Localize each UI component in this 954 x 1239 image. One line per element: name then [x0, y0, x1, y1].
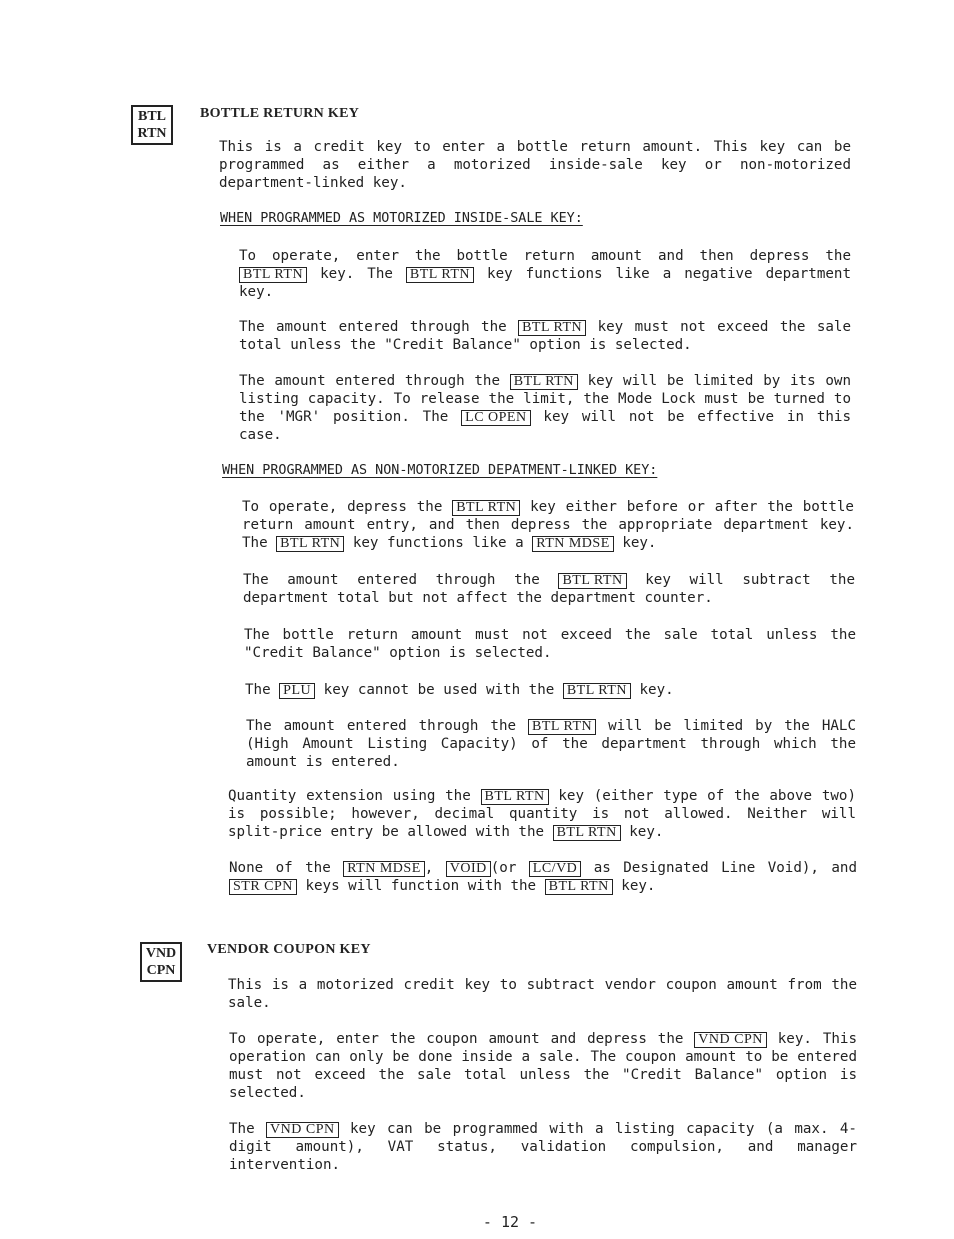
non-motorized-para-5 — [246, 717, 856, 771]
motorized-para-3 — [239, 372, 851, 444]
text: To operate, enter the bottle return amount and then depress the — [239, 248, 851, 264]
text: key. — [629, 824, 664, 840]
btl-rtn-key-ref: BTL RTN — [563, 683, 631, 699]
non-motorized-subheading: WHEN PROGRAMMED AS NON-MOTORIZED DEPATMENT-LINKED KEY: — [222, 463, 658, 478]
void-key-ref: VOID — [446, 861, 491, 877]
text: key must not exceed the sale total unless the "Credit Balance" option is selected. — [239, 319, 852, 353]
rtn-mdse-key-ref: RTN MDSE — [343, 861, 425, 877]
plu-key-ref: PLU — [279, 683, 315, 699]
text: key will subtract the department total but not affect the department counter. — [243, 572, 856, 606]
vnd-intro-paragraph: This is a motorized credit key to subtract vendor coupon amount from the sale. — [228, 977, 857, 1011]
btl-rtn-key-ref: BTL RTN — [276, 536, 344, 552]
btl-rtn-key-ref: BTL RTN — [452, 500, 520, 516]
non-functioning-keys-para — [229, 859, 857, 895]
btl-rtn-key-ref: BTL RTN — [510, 374, 578, 390]
text: None of the — [229, 860, 331, 876]
text: key will not be effective in this case. — [239, 409, 851, 443]
vnd-cpn-key-ref: VND CPN — [694, 1032, 767, 1048]
text: To operate, enter the coupon amount and depress the — [229, 1031, 684, 1047]
text: The amount entered through the — [243, 572, 540, 588]
btl-icon-bottom: RTN — [137, 126, 167, 141]
motorized-para-1 — [239, 247, 851, 301]
text: key cannot be used with the — [323, 682, 555, 698]
text: The — [229, 1121, 255, 1137]
text: key functions like a negative department key. — [239, 266, 852, 300]
text: key either before or after the bottle return amount entry, and then depress the appropriate department key. The — [242, 499, 854, 551]
vnd-icon-bottom: CPN — [146, 963, 176, 978]
non-motorized-para-3: The bottle return amount must not exceed the sale total unless the "Credit Balance" option is selected. — [244, 627, 856, 661]
text: key. The — [320, 266, 393, 282]
vnd-cpn-key-ref: VND CPN — [266, 1122, 339, 1138]
btl-rtn-key-ref: BTL RTN — [558, 573, 626, 589]
text: The amount entered through the — [239, 319, 507, 335]
text: key. This operation can only be done inside a sale. The coupon amount to be entered must not exceed the sale total unless the "Credit Balance" option is selected. — [229, 1031, 857, 1101]
vnd-icon-top: VND — [145, 946, 177, 961]
non-motorized-para-4 — [245, 681, 857, 699]
vnd-cpn-key-icon — [140, 942, 182, 982]
btl-rtn-key-ref: BTL RTN — [545, 879, 613, 895]
non-motorized-para-2 — [243, 571, 855, 607]
btl-rtn-key-ref: BTL RTN — [406, 267, 474, 283]
text: The amount entered through the — [246, 718, 517, 734]
text: (or — [490, 860, 517, 876]
text: To operate, depress the — [242, 499, 443, 515]
quantity-extension-para — [228, 787, 856, 841]
text: key (either type of the above two) is possible; however, decimal quantity is not allowed. Neither will split-price entry be allowed with the — [228, 788, 856, 840]
text: key. — [639, 682, 674, 698]
text: key will be limited by its own listing capacity. To release the limit, the Mode Lock must be turned to the 'MGR' position. The — [239, 373, 851, 425]
text: will be limited by the HALC (High Amount Listing Capacity) of the department through which the amount is entered. — [246, 718, 857, 770]
text: The amount entered through the — [239, 373, 501, 389]
text: keys will function with the — [305, 878, 537, 894]
lc-open-key-ref: LC OPEN — [461, 410, 530, 426]
vnd-para-1 — [229, 1030, 857, 1102]
text: key. — [621, 878, 656, 894]
bottle-return-heading: BOTTLE RETURN KEY — [200, 106, 360, 121]
text: key can be programmed with a listing capacity (a max. 4-digit amount), VAT status, validation compulsion, and manager intervention. — [229, 1121, 857, 1173]
btl-icon-top: BTL — [137, 109, 166, 124]
str-cpn-key-ref: STR CPN — [229, 879, 297, 895]
motorized-subheading: WHEN PROGRAMMED AS MOTORIZED INSIDE-SALE KEY: — [220, 211, 583, 226]
vnd-para-2 — [229, 1120, 857, 1174]
btl-rtn-key-icon — [131, 105, 173, 145]
rtn-mdse-key-ref: RTN MDSE — [532, 536, 614, 552]
text: key functions like a — [352, 535, 524, 551]
text: The — [245, 682, 271, 698]
text: , — [424, 860, 434, 876]
text: as Designated Line Void), and — [593, 860, 857, 876]
btl-rtn-key-ref: BTL RTN — [518, 320, 586, 336]
lc-vd-key-ref: LC/VD — [529, 861, 582, 877]
btl-rtn-key-ref: BTL RTN — [553, 825, 621, 841]
btl-intro-paragraph: This is a credit key to enter a bottle return amount. This key can be programmed as either a motorized inside-sale key or non-motorized department-linked key. — [219, 139, 851, 191]
non-motorized-para-1 — [242, 498, 854, 552]
motorized-para-2 — [239, 318, 851, 354]
text: Quantity extension using the — [228, 788, 471, 804]
vendor-coupon-heading: VENDOR COUPON KEY — [207, 942, 371, 957]
btl-rtn-key-ref: BTL RTN — [528, 719, 596, 735]
text: key. — [622, 535, 657, 551]
btl-rtn-key-ref: BTL RTN — [481, 789, 549, 805]
btl-rtn-key-ref: BTL RTN — [239, 267, 307, 283]
page-number: - 12 - — [482, 1213, 538, 1231]
